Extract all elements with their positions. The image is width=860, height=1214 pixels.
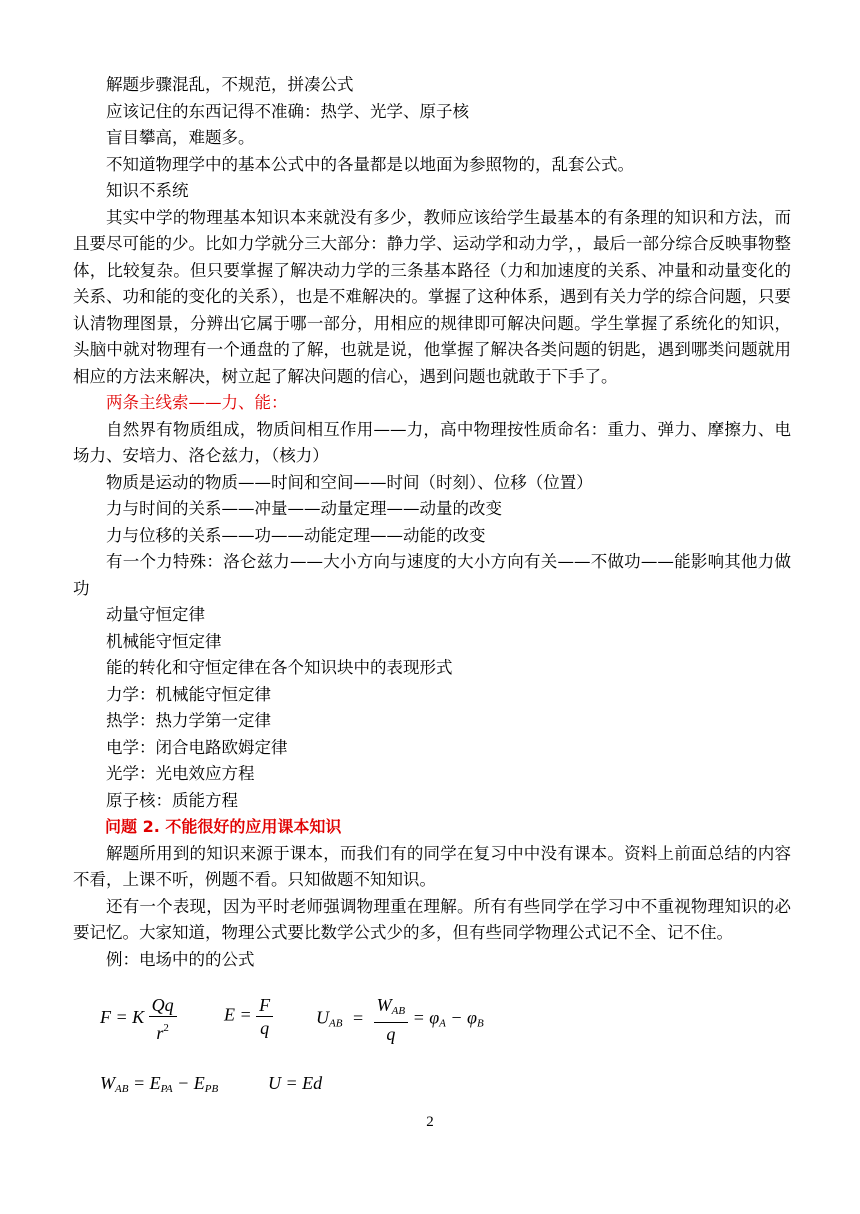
formula-uniform-field: U = Ed bbox=[268, 1073, 323, 1093]
formula-we-W: W bbox=[100, 1073, 115, 1093]
formula-field-strength bbox=[224, 994, 273, 1039]
formula-coulomb bbox=[100, 994, 177, 1044]
formula-pd-denominator: q bbox=[386, 1024, 396, 1044]
formula-we-E2: − E bbox=[177, 1073, 205, 1093]
formula-pd-numerator bbox=[374, 994, 408, 1023]
paragraph-4: 不知道物理学中的基本公式中的各量都是以地面为参照物的，乱套公式。 bbox=[106, 154, 634, 174]
formula-coulomb-denominator bbox=[149, 1017, 177, 1044]
formula-pd-W: W bbox=[376, 995, 392, 1015]
formula-potential-difference bbox=[316, 994, 484, 1045]
paragraph-19: 原子核：质能方程 bbox=[106, 790, 238, 810]
paragraph-21: 还有一个表现，因为平时老师强调物理重在理解。所有有些同学在学习中不重视物理知识的必要记忆。大家知道，物理公式要比数学公式少的多，但有些同学物理公式记不全、记不住。 bbox=[73, 896, 791, 942]
paragraph-8: 物质是运动的物质——时间和空间——时间（时刻）、位移（位置） bbox=[106, 472, 593, 492]
formula-coulomb-numerator: Qq bbox=[149, 994, 177, 1017]
paragraph-5: 知识不系统 bbox=[106, 181, 189, 200]
formula-pd-eq: = bbox=[352, 1007, 364, 1028]
formula-pd-phi-a-sub: A bbox=[439, 1017, 446, 1030]
paragraph-20: 解题所用到的知识来源于课本，而我们有的同学在复习中中没有课本。资料上前面总结的内容不看，上课不听，例题不看。只知做题不知知识。 bbox=[73, 843, 791, 889]
section-heading-two-threads: 两条主线索——力、能： bbox=[106, 393, 288, 412]
formula-coulomb-fraction bbox=[149, 994, 177, 1044]
formula-field-denominator: q bbox=[260, 1018, 270, 1038]
paragraph-10: 力与位移的关系——功——动能定理——动能的改变 bbox=[106, 525, 486, 545]
formula-field-fraction bbox=[256, 994, 273, 1039]
formula-pd-phi-a: = φ bbox=[412, 1007, 440, 1028]
formula-we-W-sub: AB bbox=[115, 1083, 129, 1095]
formula-we-E2-sub: PB bbox=[204, 1083, 219, 1095]
paragraph-6: 其实中学的物理基本知识本来就没有多少，教师应该给学生最基本的有条理的知识和方法，而且要尽可能的少。比如力学就分三大部分：静力学、运动学和动力学，，最后一部分综合反映事物整体，比较复杂。但只要掌握了解决动力学的三条基本路径（力和加速度的关系、冲量和动量变化的关系、功和能的变化的关系），也是不难解决的。掌握了这种体系，遇到有关力学的综合问题，只要认清物理图景，分辨出它属于哪一部分，用相应的规律即可解决问题。学生掌握了系统化的知识，头脑中就对物理有一个通盘的了解，也就是说，他掌握了解决各类问题的钥匙，遇到哪类问题就用相应的方法来解决，树立起了解决问题的信心，遇到问题也就敢于下手了。 bbox=[73, 207, 791, 386]
paragraph-22: 例：电场中的的公式 bbox=[106, 949, 255, 969]
paragraph-11: 有一个力特殊：洛仑兹力——大小方向与速度的大小方向有关——不做功——能影响其他力做功 bbox=[73, 552, 791, 598]
paragraph-2: 应该记住的东西记得不准确：热学、光学、原子核 bbox=[106, 101, 469, 121]
paragraph-18: 光学：光电效应方程 bbox=[106, 764, 255, 783]
paragraph-7: 自然界有物质组成，物质间相互作用——力，高中物理按性质命名：重力、弹力、摩擦力、电场力、安培力、洛仑兹力，（核力） bbox=[73, 419, 791, 465]
formula-we-E1-sub: PA bbox=[160, 1083, 173, 1095]
paragraph-16: 热学：热力学第一定律 bbox=[106, 711, 271, 730]
paragraph-1: 解题步骤混乱，不规范，拼凑公式 bbox=[106, 75, 354, 94]
page-number: 2 bbox=[426, 1114, 434, 1130]
paragraph-12: 动量守恒定律 bbox=[106, 605, 205, 624]
paragraph-3: 盲目攀高，难题多。 bbox=[106, 128, 255, 147]
formula-we-E1: = E bbox=[132, 1073, 161, 1093]
formula-pd-phi-b: − φ bbox=[450, 1007, 478, 1028]
document-body bbox=[73, 72, 791, 973]
paragraph-13: 机械能守恒定律 bbox=[106, 631, 222, 651]
formula-pd-fraction bbox=[374, 994, 408, 1045]
formula-pd-W-sub: AB bbox=[391, 1005, 406, 1017]
formula-work-energy bbox=[100, 1073, 218, 1095]
formula-pd-phi-b-sub: B bbox=[477, 1017, 484, 1030]
paragraph-15: 力学：机械能守恒定律 bbox=[106, 684, 271, 704]
formula-field-left: E = bbox=[224, 1004, 252, 1025]
paragraph-9: 力与时间的关系——冲量——动量定理——动量的改变 bbox=[106, 499, 502, 518]
paragraph-17: 电学：闭合电路欧姆定律 bbox=[106, 737, 288, 757]
formula-pd-U-sub: AB bbox=[329, 1017, 343, 1030]
formula-pd-U: U bbox=[316, 1007, 329, 1028]
formula-field-numerator: F bbox=[256, 994, 273, 1017]
paragraph-14: 能的转化和守恒定律在各个知识块中的表现形式 bbox=[106, 658, 453, 677]
formula-coulomb-left: F = K bbox=[100, 1007, 145, 1028]
formula-coulomb-den-exp: 2 bbox=[163, 1022, 169, 1034]
section-heading-problem-2: 问题 2. 不能很好的应用课本知识 bbox=[105, 817, 342, 836]
formula-coulomb-den-r: r bbox=[156, 1023, 164, 1043]
